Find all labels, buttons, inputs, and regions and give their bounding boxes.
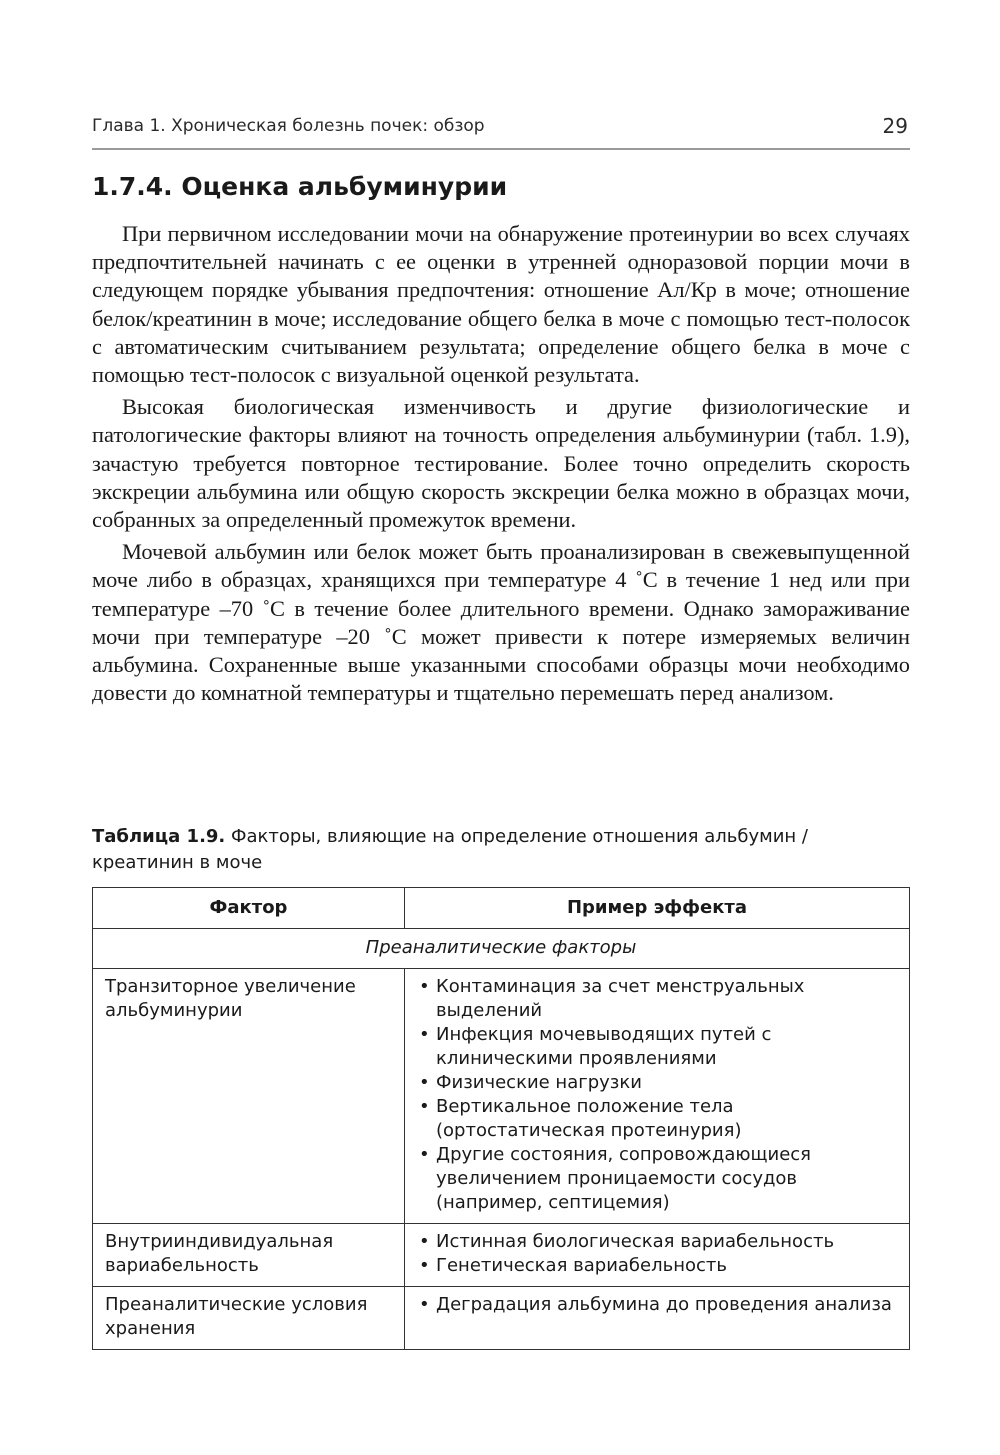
body-text <box>92 220 910 711</box>
factor-cell: Транзиторное увеличение альбуминурии <box>93 969 405 1224</box>
effect-item: • Инфекция мочевыводящих путей с клиническими проявлениями <box>417 1023 897 1071</box>
table-row <box>93 969 910 1224</box>
table-caption-label: Таблица 1.9. <box>92 826 226 847</box>
effect-list <box>417 1293 897 1317</box>
table-caption-text: Факторы, влияющие на определение отношения альбумин / креатинин в моче <box>92 826 808 873</box>
effect-cell <box>405 1287 910 1350</box>
paragraph: Мочевой альбумин или белок может быть проанализирован в свежевыпущенной моче либо в образцах, хранящихся при температуре 4 ˚С в течение 1 нед или при температуре –70 ˚С в течение более длительного времени. Однако замораживание мочи при температуре –20 ˚С может привести к потере измеряемых величин альбумина. Сохраненные выше указанными способами образцы мочи необходимо довести до комнатной температуры и тщательно перемешать перед анализом. <box>92 539 910 706</box>
effect-item: • Генетическая вариабельность <box>417 1254 897 1278</box>
column-header-effect: Пример эффекта <box>405 888 910 929</box>
group-row <box>93 929 910 969</box>
paragraph: При первичном исследовании мочи на обнаружение протеинурии во всех случаях предпочтительней начинать с ее оценки в утренней одноразовой порции мочи в следующем порядке убывания предпочтения: отношение Ал/Кр в моче; отношение белок/креатинин в моче; исследование общего белка в моче с помощью тест-полосок с автоматическим считыванием результата; определение общего белка в моче с помощью тест-полосок с визуальной оценкой результата. <box>92 221 910 388</box>
effect-item: • Физические нагрузки <box>417 1071 897 1095</box>
table-caption <box>92 824 910 876</box>
effect-item: • Другие состояния, сопровождающиеся увеличением проницаемости сосудов (например, септицемия) <box>417 1143 897 1215</box>
table-row <box>93 1287 910 1350</box>
effect-cell <box>405 1224 910 1287</box>
effect-item: • Вертикальное положение тела (ортостатическая протеинурия) <box>417 1095 897 1143</box>
effect-list <box>417 975 897 1215</box>
table-header-row <box>93 888 910 929</box>
factors-table <box>92 887 910 1350</box>
effect-cell <box>405 969 910 1224</box>
effect-item: • Деградация альбумина до проведения анализа <box>417 1293 897 1317</box>
factor-cell: Преаналитические условия хранения <box>93 1287 405 1350</box>
effect-list <box>417 1230 897 1278</box>
column-header-factor: Фактор <box>93 888 405 929</box>
chapter-title: Глава 1. Хроническая болезнь почек: обзор <box>92 116 485 136</box>
table-row <box>93 1224 910 1287</box>
effect-item: • Истинная биологическая вариабельность <box>417 1230 897 1254</box>
effect-item: • Контаминация за счет менструальных выделений <box>417 975 897 1023</box>
page-number: 29 <box>882 114 908 138</box>
section-title: 1.7.4. Оценка альбуминурии <box>92 172 508 201</box>
running-header <box>92 112 910 150</box>
paragraph: Высокая биологическая изменчивость и другие физиологические и патологические факторы влияют на точность определения альбуминурии (табл. 1.9), зачастую требуется повторное тестирование. Более точно определить скорость экскреции альбумина или общую скорость экскреции белка можно в образцах мочи, собранных за определенный промежуток времени. <box>92 394 910 533</box>
factor-cell: Внутрииндивидуальная вариабельность <box>93 1224 405 1287</box>
group-label: Преаналитические факторы <box>93 929 910 969</box>
